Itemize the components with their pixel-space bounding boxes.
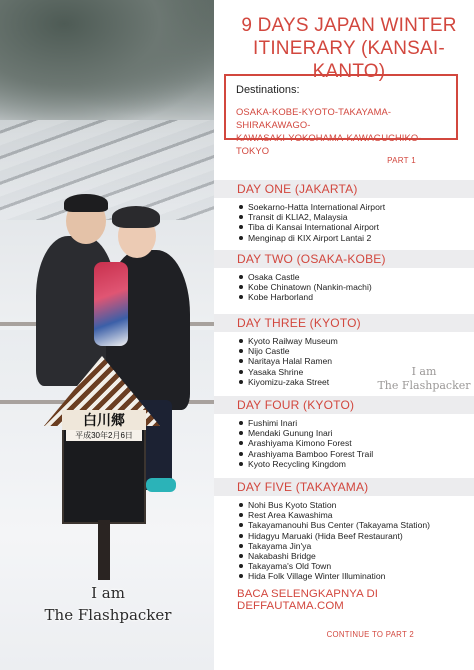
- list-item: Nohi Bus Kyoto Station: [238, 500, 474, 510]
- day-heading: DAY THREE (KYOTO): [214, 314, 474, 332]
- list-item: Kobe Harborland: [238, 292, 474, 302]
- day-one-section: [214, 180, 474, 243]
- itinerary-panel: [214, 0, 474, 670]
- day-five-section: [214, 478, 474, 582]
- list-item: Soekarno-Hatta International Airport: [238, 202, 474, 212]
- man-hair: [64, 194, 108, 212]
- day-heading: DAY FIVE (TAKAYAMA): [214, 478, 474, 496]
- woman-hat: [112, 206, 160, 228]
- day-items: [214, 418, 474, 469]
- day-items: [214, 500, 474, 582]
- list-item: Yasaka Shrine: [238, 367, 474, 377]
- part-label: PART 1: [387, 156, 416, 165]
- day-heading: DAY ONE (JAKARTA): [214, 180, 474, 198]
- list-item: Nijo Castle: [238, 346, 474, 356]
- list-item: Menginap di KIX Airport Lantai 2: [238, 233, 474, 243]
- day-two-section: [214, 250, 474, 303]
- watermark-right: [374, 365, 474, 393]
- title-line2: ITINERARY (KANSAI-KANTO): [253, 38, 445, 82]
- list-item: Kyoto Railway Museum: [238, 336, 474, 346]
- destinations-line1: OSAKA-KOBE-KYOTO-TAKAYAMA-SHIRAKAWAGO-: [236, 106, 392, 130]
- title-line1: 9 DAYS JAPAN WINTER: [241, 15, 457, 36]
- list-item: Nakabashi Bridge: [238, 551, 474, 561]
- watermark-left: [18, 582, 198, 626]
- day-four-section: [214, 396, 474, 469]
- day-heading: DAY FOUR (KYOTO): [214, 396, 474, 414]
- sign-kanji: 白川郷: [62, 410, 146, 430]
- list-item: Fushimi Inari: [238, 418, 474, 428]
- list-item: Kyoto Recycling Kingdom: [238, 459, 474, 469]
- day-items: [214, 272, 474, 303]
- destinations-list: [236, 105, 446, 157]
- watermark-right-line2: The Flashpacker: [377, 379, 471, 392]
- list-item: Arashiyama Kimono Forest: [238, 438, 474, 448]
- destinations-label: Destinations:: [236, 84, 300, 96]
- list-item: Hidagyu Maruaki (Hida Beef Restaurant): [238, 531, 474, 541]
- list-item: Kiyomizu-zaka Street: [238, 377, 474, 387]
- day-heading: DAY TWO (OSAKA-KOBE): [214, 250, 474, 268]
- continue-link[interactable]: CONTINUE TO PART 2: [326, 630, 414, 639]
- forest-background: [0, 0, 214, 120]
- list-item: Takayama's Old Town: [238, 561, 474, 571]
- list-item: Hida Folk Village Winter Illumination: [238, 571, 474, 581]
- list-item: Arashiyama Bamboo Forest Trail: [238, 449, 474, 459]
- list-item: Kobe Chinatown (Nankin-machi): [238, 282, 474, 292]
- sign-date: 平成30年2月6日: [66, 430, 142, 441]
- watermark-left-line2: The Flashpacker: [44, 606, 172, 624]
- day-items: [214, 202, 474, 243]
- list-item: Naritaya Halal Ramen: [238, 356, 474, 366]
- destinations-line2: KAWASAKI-YOKOHAMA-KAWAGUCHIKO-TOKYO: [236, 132, 422, 156]
- watermark-right-line1: I am: [411, 365, 437, 378]
- list-item: Mendaki Gunung Inari: [238, 428, 474, 438]
- sign-post: [98, 520, 110, 580]
- striped-scarf: [94, 262, 128, 346]
- read-more-link[interactable]: BACA SELENGKAPNYA DI DEFFAUTAMA.COM: [237, 588, 379, 612]
- destinations-box: [224, 74, 458, 156]
- teal-shoe: [146, 478, 176, 492]
- list-item: Rest Area Kawashima: [238, 510, 474, 520]
- page-title: [238, 14, 460, 83]
- list-item: Osaka Castle: [238, 272, 474, 282]
- list-item: Transit di KLIA2, Malaysia: [238, 212, 474, 222]
- list-item: Takayama Jin'ya: [238, 541, 474, 551]
- list-item: Takayamanouhi Bus Center (Takayama Station): [238, 520, 474, 530]
- list-item: Tiba di Kansai International Airport: [238, 222, 474, 232]
- couple-photo: [0, 0, 214, 670]
- watermark-left-line1: I am: [91, 584, 125, 602]
